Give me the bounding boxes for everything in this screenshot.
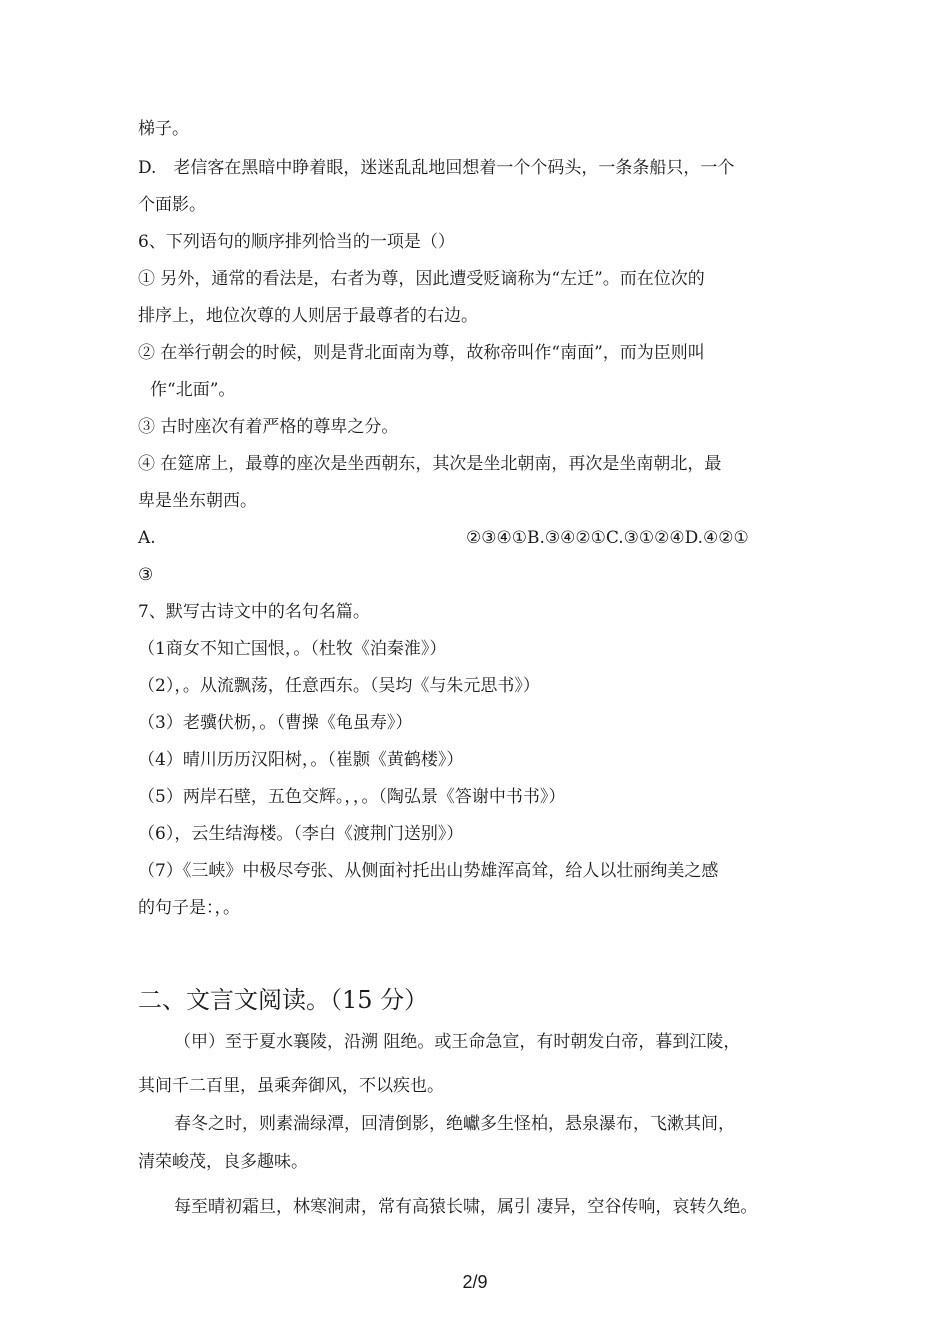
option-a-label: A. (138, 528, 156, 548)
q7-item-4: （4）晴川历历汉阳树，。（崔颢《黄鹤楼》） (138, 750, 464, 770)
q7-item-6: （6），云生结海楼。（李白《渡荆门送别》） (138, 824, 464, 844)
q7-item-1: （1商女不知亡国恨，。（杜牧《泊秦淮》） (138, 639, 447, 659)
option-d-line: D. 老信客在黑暗中睁着眼，迷迷乱乱地回想着一个个码头，一条条船只，一个 (138, 158, 735, 178)
section-heading: 二、文言文阅读。（15 分） (138, 986, 429, 1014)
sentence-2: ② 在举行朝会的时候，则是背北面南为尊，故称帝叫作“南面”，而为臣则叫 (138, 343, 705, 363)
sentence-4: ④ 在筵席上，最尊的座次是坐西朝东，其次是坐北朝南，再次是坐南朝北，最 (138, 454, 722, 474)
q7-item-3: （3）老骥伏枥，。（曹操《龟虽寿》） (138, 713, 413, 733)
sentence-1-cont: 排序上，地位次尊的人则居于最尊者的右边。 (138, 306, 478, 326)
q7-item-5: （5）两岸石壁，五色交辉。，，。（陶弘景《答谢中书书》） (138, 787, 566, 807)
q7-item-2: （2），。从流飘荡，任意西东。（吴均《与朱元思书》） (138, 676, 540, 696)
passage-line: 春冬之时，则素湍绿潭，回清倒影，绝巘多生怪柏，悬泉瀑布，飞漱其间， (174, 1114, 735, 1134)
sentence-4-cont: 卑是坐东朝西。 (138, 491, 257, 511)
text-line: 梯子。 (138, 119, 189, 139)
passage-line: 清荣峻茂，良多趣味。 (138, 1152, 308, 1172)
sentence-3: ③ 古时座次有着严格的尊卑之分。 (138, 417, 399, 437)
sentence-1: ① 另外，通常的看法是，右者为尊，因此遭受贬谪称为“左迁”。而在位次的 (138, 269, 705, 289)
answer-options: ②③④①B.③④②①C.③①②④D.④②① (466, 528, 749, 548)
q7-item-7-cont: 的句子是：，。 (138, 898, 240, 918)
q7-item-7: （7）《三峡》中极尽夸张、从侧面衬托出山势雄浑高耸，给人以壮丽绚美之感 (138, 861, 719, 881)
passage-line: 每至晴初霜旦，林寒涧肃，常有高猿长啸，属引 凄异，空谷传响，哀转久绝。 (174, 1197, 758, 1217)
passage-line: 其间千二百里，虽乘奔御风，不以疾也。 (138, 1076, 444, 1096)
answer-options-wrap: ③ (138, 565, 154, 585)
text-line: 个面影。 (138, 195, 206, 215)
question-7-title: 7、默写古诗文中的名句名篇。 (138, 602, 370, 622)
sentence-2-cont: 作“北面”。 (150, 380, 236, 400)
passage-line: （甲）至于夏水襄陵，沿溯 阻绝。或王命急宣，有时朝发白帝，暮到江陵， (174, 1032, 741, 1052)
page-number: 2/9 (462, 1272, 488, 1292)
question-6-title: 6、下列语句的顺序排列恰当的一项是（） (138, 232, 455, 252)
